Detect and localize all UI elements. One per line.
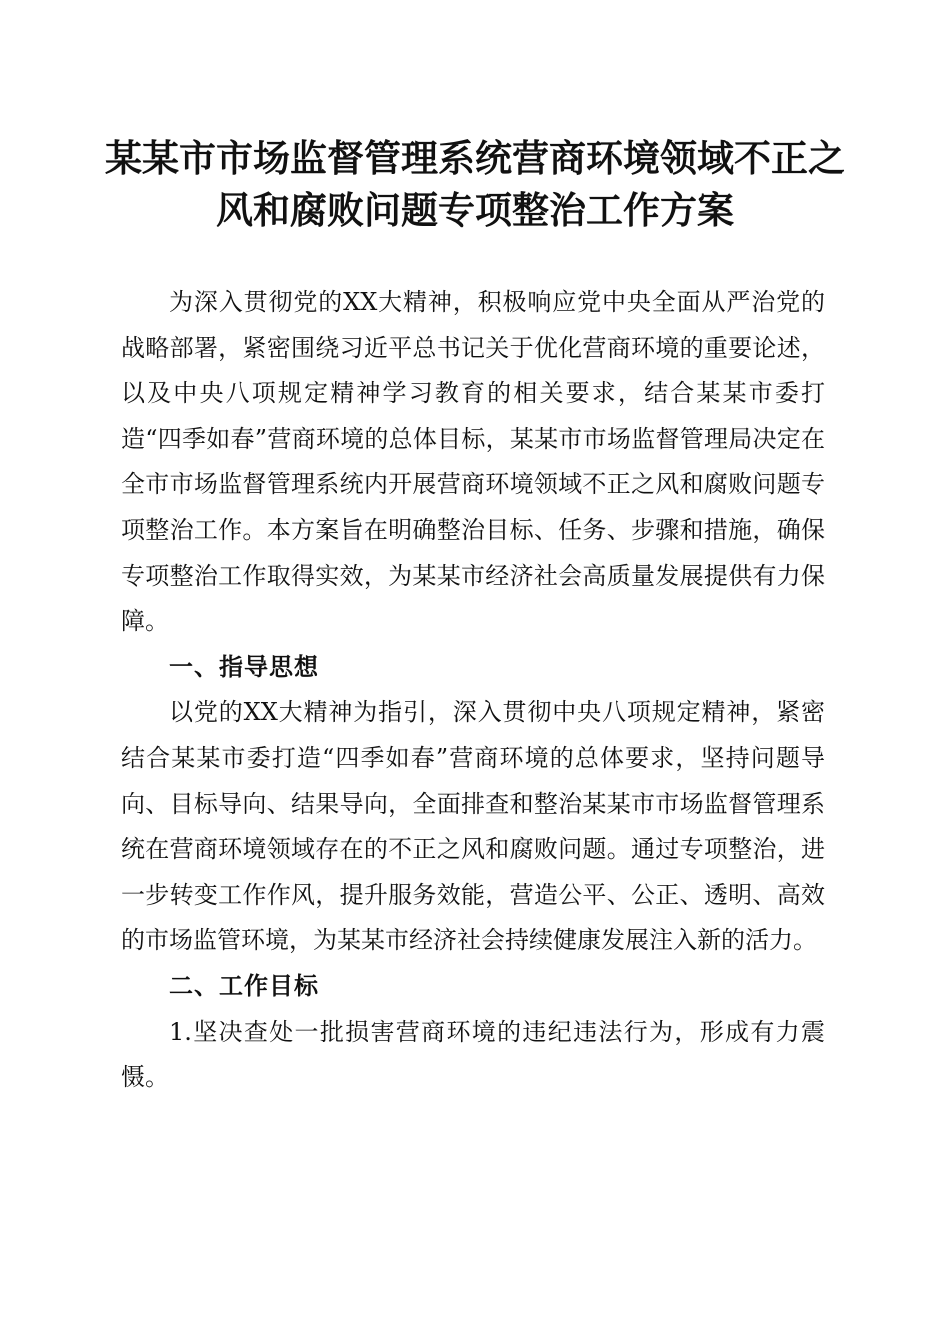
guiding-ideology-paragraph: 以党的XX大精神为指引，深入贯彻中央八项规定精神，紧密结合某某市委打造“四季如春”营商环境的总体要求，坚持问题导向、目标导向、结果导向，全面排查和整治某某市市场监督管理系统在营商环境领域存在的不正之风和腐败问题。通过专项整治，进一步转变工作作风，提升服务效能，营造公平、公正、透明、高效的市场监管环境，为某某市经济社会持续健康发展注入新的活力。 (121, 698, 825, 955)
title-line-1: 某某市市场监督管理系统营商环境领域不正之 (105, 136, 845, 180)
section-heading-guiding-ideology: 一、指导思想 (169, 652, 319, 681)
document-body (121, 280, 825, 1101)
document-title (100, 132, 850, 236)
intro-paragraph: 为深入贯彻党的XX大精神，积极响应党中央全面从严治党的战略部署，紧密围绕习近平总书记关于优化营商环境的重要论述，以及中央八项规定精神学习教育的相关要求，结合某某市委打造“四季如春”营商环境的总体目标，某某市市场监督管理局决定在全市市场监督管理系统内开展营商环境领域不正之风和腐败问题专项整治工作。本方案旨在明确整治目标、任务、步骤和措施，确保专项整治工作取得实效，为某某市经济社会高质量发展提供有力保障。 (121, 288, 825, 636)
title-line-2: 风和腐败问题专项整治工作方案 (216, 188, 734, 232)
section-heading-work-goals: 二、工作目标 (169, 971, 319, 1000)
work-goal-item-1: 1.坚决查处一批损害营商环境的违纪违法行为，形成有力震慑。 (121, 1017, 825, 1092)
